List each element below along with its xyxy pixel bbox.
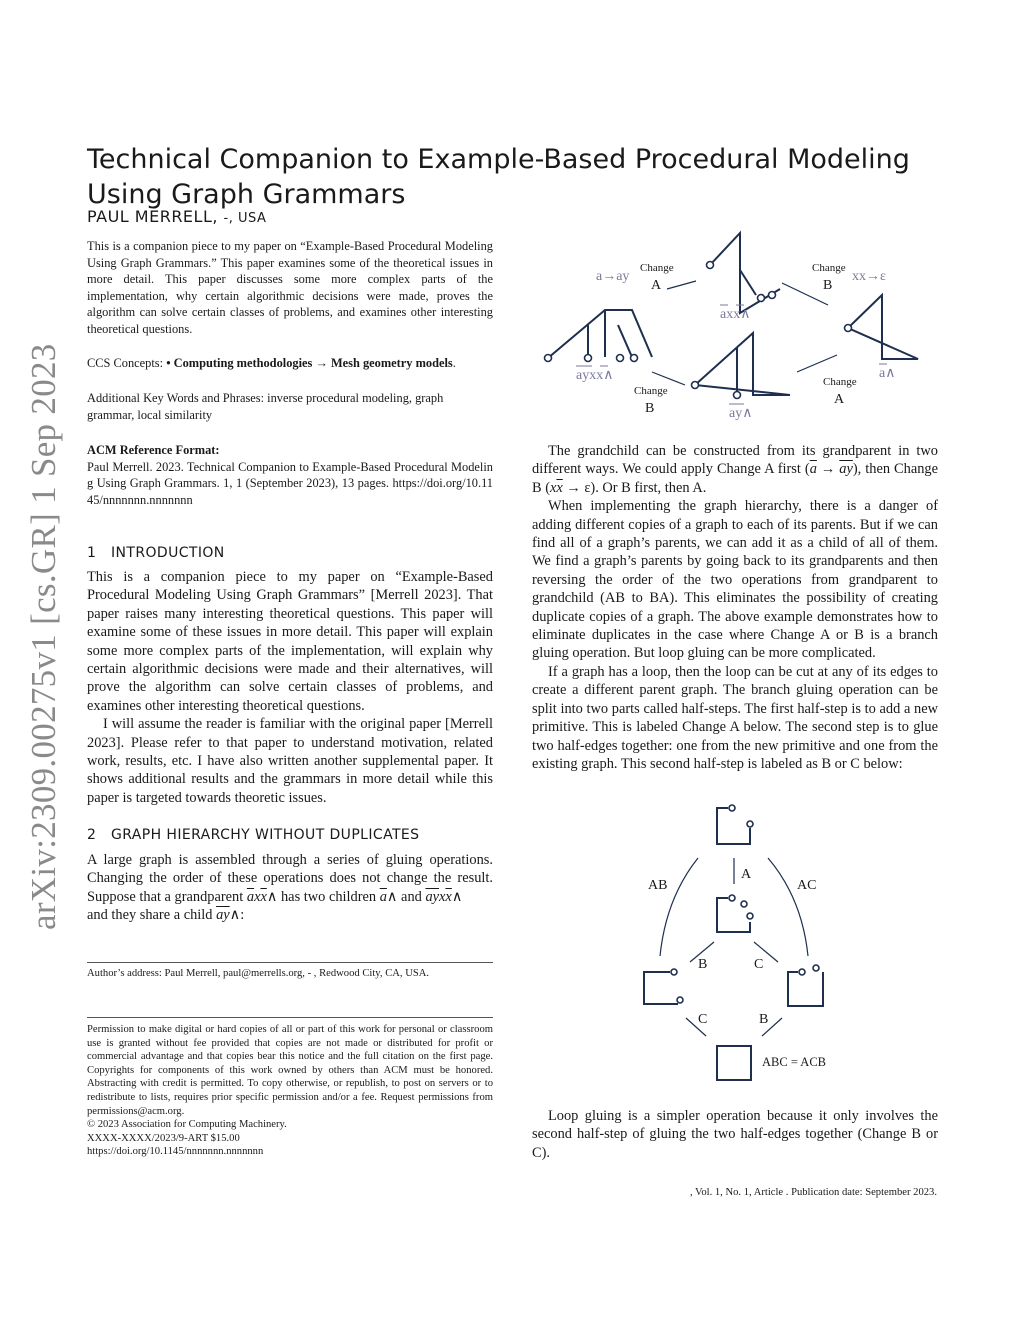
graph-node [545, 355, 552, 362]
graph-node [692, 382, 699, 389]
footnote-rule [87, 962, 493, 963]
graph-node [585, 355, 592, 362]
change-label-br-letter: A [834, 392, 845, 407]
left-graph [548, 310, 652, 358]
loop-gluing-figure [620, 798, 870, 1090]
graph-node [734, 392, 741, 399]
section-1-number: 1 [87, 545, 97, 561]
change-label-bl-letter: B [645, 401, 655, 416]
label-c: C [754, 957, 764, 972]
section-1-heading [87, 545, 225, 561]
edge-ab [660, 858, 698, 956]
section-1-paragraph-1: This is a companion piece to my paper on “Example-Based Procedural Modeling Using Graph Grammars” [Merrell 2023]. That paper raises many interesting theoretical questions. This paper will examine some of these issues in more detail. This paper will explain some more complex parts of the implementation, will explain why certain algorithmic decisions were made and their alternatives, will prove the algorithm can solve certain classes of problems, and examines other interesting theoretical questions. [87, 569, 493, 714]
edge-top-left [667, 281, 696, 289]
doi-line: https://doi.org/10.1145/nnnnnnn.nnnnnnn [87, 1146, 264, 1158]
change-label-tl-letter: A [651, 278, 662, 293]
change-label-tl: Change [640, 262, 674, 274]
section-2-paragraph-1: A large graph is assembled through a series of gluing operations. Changing the order of these operations does not change the result. Suppose that a grandparent $\overline{a}x\overline{x}\wedge$ has two children $\overline{a}\wedge$ and $\overline{ay}x\overline{x}\wedge$ and they share a child $\overline{ay}\wedge$: [87, 852, 493, 924]
ccs-concept: Computing methodologies → Mesh geometry models [173, 356, 453, 370]
keywords: Additional Key Words and Phrases: inverse procedural modeling, graph grammar, local similarity [87, 391, 444, 422]
author-affiliation: -, USA [223, 211, 267, 226]
right-paragraph-1: The grandchild can be constructed from its grandparent in two different ways. We could apply Change A first $(\overline{a} \to \overline{ay})$, then Change B $(x\overline{x} \to \varepsilon)$. Or B first, then A. [532, 443, 938, 496]
right-column-text-2 [532, 1107, 938, 1162]
ccs-end: . [452, 356, 456, 370]
label-ab: AB [648, 878, 668, 893]
edge-ac [768, 858, 808, 956]
right-graph [848, 295, 918, 359]
arxiv-identifier: arXiv:2309.00275v1 [cs.GR] 1 Sep 2023 [24, 343, 63, 930]
label-c-bottom: C [698, 1012, 708, 1027]
edge-left-bottom [652, 372, 685, 385]
ccs-concepts [87, 355, 507, 372]
permission-text: Permission to make digital or hard copies of all or part of this work for personal or classroom use is granted without fee provided that copies are not made or distributed for profit or commercial advantage and that copies bear this notice and the full citation on the first page. Copyrights for components of this work owned by others than ACM must be honored. Abstracting with credit is permitted. To copy otherwise, or republish, to post on servers or to redistribute to lists, requires prior specific permission and/or a fee. Request permissions from permissions@acm.org. [87, 1024, 493, 1117]
page-footer: , Vol. 1, No. 1, Article . Publication date: September 2023. [689, 1187, 937, 1198]
top-graph [710, 233, 780, 313]
ccs-bullet: • [166, 356, 171, 370]
section-1-body [87, 568, 493, 807]
section-2-body [87, 851, 493, 925]
author-name: PAUL MERRELL, [87, 207, 218, 226]
rule-a-label: a→ay [596, 269, 630, 284]
bottom-graph-label: ay∧ [729, 406, 753, 421]
change-label-bl: Change [634, 385, 668, 397]
section-1-title: INTRODUCTION [111, 545, 225, 561]
left-graph-label: ayxx∧ [576, 368, 614, 383]
bottom-graph [695, 333, 790, 395]
issn-line: XXXX-XXXX/2023/9-ART $15.00 [87, 1132, 240, 1144]
ccs-label: CCS Concepts: [87, 356, 164, 370]
change-label-tr-letter: B [823, 278, 833, 293]
left-shape [644, 972, 678, 1004]
graph-node [769, 292, 776, 299]
author-address: Author’s address: Paul Merrell, paul@merrells.org, - , Redwood City, CA, USA. [87, 968, 430, 979]
graph-node [707, 262, 714, 269]
rule-b-label: xx→ε [852, 269, 886, 284]
edge-bottom-right [797, 355, 837, 372]
right-shape [788, 972, 823, 1006]
acm-reference-text: Paul Merrell. 2023. Technical Companion to Example-Based Procedural Modeling Using Graph Grammars. 1, 1 (September 2023), 13 pages. https://doi.org/10.1145/nnnnnnn.nnnnnnn [87, 459, 493, 507]
label-result: ABC = ACB [762, 1055, 827, 1069]
change-label-tr: Change [812, 262, 846, 274]
copyright-line: © 2023 Association for Computing Machinery. [87, 1119, 287, 1131]
permission-notice [87, 1023, 493, 1159]
top-graph-label: axx∧ [720, 307, 751, 322]
top-shape [717, 808, 750, 844]
graph-node [758, 295, 765, 302]
label-ac: AC [797, 878, 817, 893]
label-b-bottom: B [759, 1012, 769, 1027]
right-column-text [532, 442, 938, 773]
section-1-paragraph-2: I will assume the reader is familiar with the original paper [Merrell 2023]. Please refer to that paper to understand motivation, related work, results, etc. I have also written another supplemental paper. It shows additional results and the grammars in more detail while this paper is targeted towards theoretic issues. [87, 716, 493, 806]
right-paragraph-4: Loop gluing is a simpler operation because it only involves the second half-step of gluing the two half-edges together (Change B or C). [532, 1108, 938, 1161]
graph-node [617, 355, 624, 362]
section-2-title: GRAPH HIERARCHY WITHOUT DUPLICATES [111, 827, 420, 843]
section-2-number: 2 [87, 827, 97, 843]
graph-hierarchy-figure [530, 225, 950, 425]
right-paragraph-2: When implementing the graph hierarchy, there is a danger of adding different copies of a graph to each of its parents. But if we can find all of a graph’s parents, we can add it as a child of all of them. We find a graph’s parents by going back to its grandparents and then reversing the order of the two operations from grandparent to grandchild (AB to BA). This eliminates the possibility of creating duplicate copies of a graph. The above example demonstrates how to eliminate duplicates in the case where Change A or B is a branch gluing operation. But loop gluing can be more complicated. [532, 498, 938, 662]
edge-top-right [782, 283, 828, 305]
change-label-br: Change [823, 376, 857, 388]
paper-title: Technical Companion to Example-Based Procedural Modeling Using Graph Grammars [87, 144, 910, 211]
acm-reference [87, 442, 493, 508]
graph-node [845, 325, 852, 332]
label-a: A [741, 867, 752, 882]
abstract: This is a companion piece to my paper on “Example-Based Procedural Modeling Using Graph Grammars.” This paper examines some of the theoretical issues in more detail. This paper discusses some more complex parts of the implementation, why certain algorithmic decisions were made, proves the algorithm can solve certain classes of problems, and examines other interesting theoretical questions. [87, 239, 493, 336]
bottom-square [717, 1046, 751, 1080]
permission-rule [87, 1017, 493, 1018]
label-b: B [698, 957, 708, 972]
right-paragraph-3: If a graph has a loop, then the loop can be cut at any of its edges to create a different parent graph. The branch gluing operation can be split into two parts called half-steps. The first half-step is to add a new primitive. This is labeled Change A below. The second step is to glue two half-edges together: one from the new primitive and one from the existing graph. This second half-step is labeled as B or C below: [532, 663, 938, 772]
acm-reference-heading: ACM Reference Format: [87, 443, 220, 457]
section-2-heading [87, 827, 419, 843]
right-graph-label: a∧ [879, 366, 896, 381]
author-line [87, 207, 266, 226]
graph-node [631, 355, 638, 362]
